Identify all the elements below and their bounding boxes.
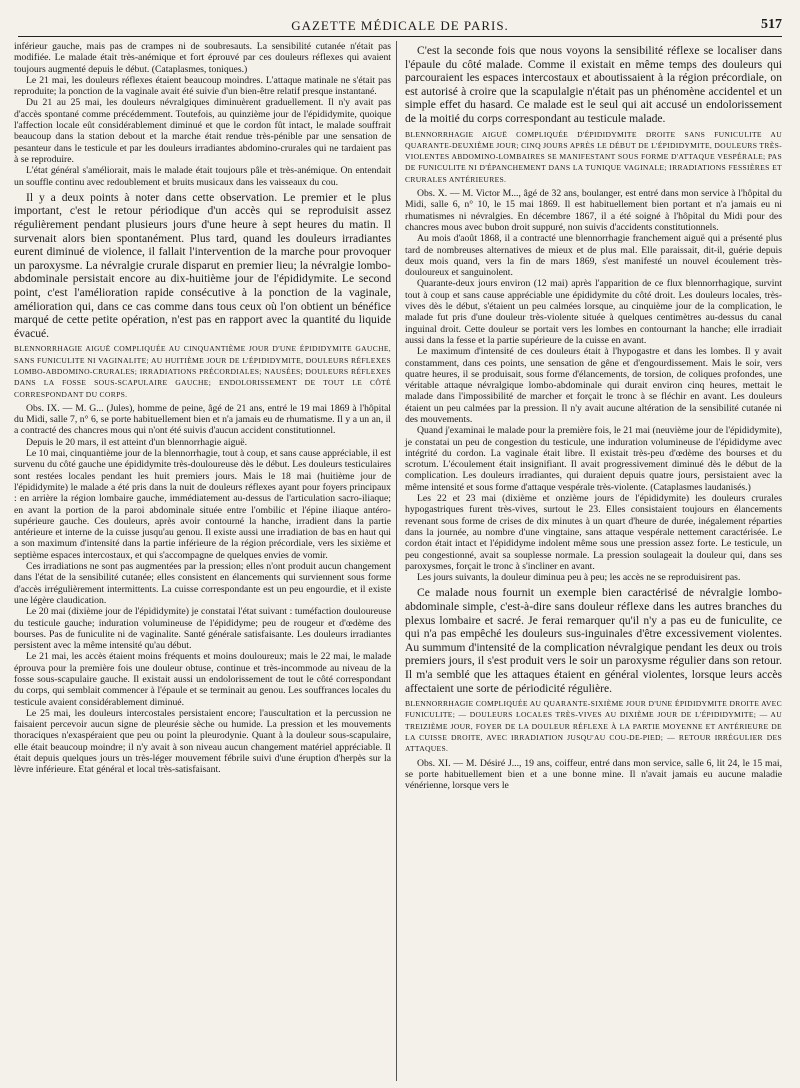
left-column xyxy=(14,41,397,1081)
paragraph: Le 20 mai (dixième jour de l'épididymite) je constatai l'état suivant : tuméfaction douloureuse du testicule gauche; induration volumineuse de l'épididyme; peu de rougeur et d'œdème des bourses. Pas de funiculite ni de vaginalite. Santé générale satisfaisante. Les douleurs irradiantes persistent avec la même intensité qu'au début. xyxy=(14,606,391,652)
paragraph: Depuis le 20 mars, il est atteint d'un blennorrhagie aiguë. xyxy=(26,436,248,448)
paragraph: Le 21 mai, les douleurs réflexes étaient beaucoup moindres. L'attaque matinale ne s'était pas reproduite; la ponction de la vaginale avait été suivie d'un bien-être relatif presque instantané. xyxy=(14,74,391,98)
journal-title: GAZETTE MÉDICALE DE PARIS. xyxy=(291,18,509,33)
observation-paragraph: Obs. XI. — M. Désiré J..., 19 ans, coiffeur, entré dans mon service, salle 6, lit 24, le 15 mai, se porte habituellement bien et a une bonne mine. Il n'avait jamais eu aucune maladie vénérienne, lorsque vers le xyxy=(405,757,782,792)
paragraph: Le 25 mai, les douleurs intercostales persistaient encore; l'auscultation et la percussion ne faisaient percevoir aucun signe de pleurésie sèche ou humide. La pression et les mouvements thoraciques n'exaspéraient que peu ou point la pleurodynie. Quant à la douleur sous-scapulaire, elle était beaucoup moindre; il n'y avait à son niveau aucun changement matériel appréciable. Il était depuis quelques jours un très-léger mouvement fébrile suivi d'une éruption d'herpès sur la lèvre inférieure. Etat général et local très-satisfaisant. xyxy=(14,707,391,776)
commentary-paragraph: Ce malade nous fournit un exemple bien caractérisé de névralgie lombo-abdominale simple, c'est-à-dire sans douleur réflexe dans les autres branches du plexus lombaire et sacré. Je ferai remarquer qu'il n'y a pas eu de funiculite, ce qui n'a pas empêché les douleurs sus-inguinales d'être excessivement violentes. Au summum d'intensité de la complication névralgique pendant les deux ou trois premiers jours, il s'est produit vers le soir un paroxysme régulier dans son retour. Il m'a semblé que les attaques étaient en général violentes, lorsque leurs accès affectaient une sorte de périodicité régulière. xyxy=(405,586,782,695)
text-columns xyxy=(14,41,782,1081)
observation-paragraph: Obs. X. — M. Victor M..., âgé de 32 ans, boulanger, est entré dans mon service à l'hôpital du Midi, salle 6, n° 10, le 15 mai 1869. Il est habituellement bien portant et n'a jamais eu ni rhumatismes ni névralgies. En décembre 1867, il a été soigné à l'hôpital du Midi pour des chancres mous avec bubon droit suppuré, non suivis d'accidents constitutionnels. xyxy=(405,188,782,233)
case-heading: BLENNORRHAGIE AIGUË COMPLIQUÉE D'ÉPIDIDYMITE DROITE SANS FUNICULITE AU QUARANTE-DEUXIÈME JOUR; CINQ JOURS APRÈS LE DÉBUT DE L'ÉPIDIDYMITE, DOULEURS TRÈS-VIOLENTES ABDOMINO-LOMBAIRES SE MANIFESTANT SOUS FORME D'ATTAQUE VESPÉRALE; PAS DE FUNICULITE NI D'ÉPANCHEMENT DANS LA TUNIQUE VAGINALE; IRRADIATIONS FESSIÈRES ET CRURALES ANTÉRIEURES. xyxy=(405,129,782,184)
observation-paragraph: Obs. IX. — M. G... (Jules), homme de peine, âgé de 21 ans, entré le 19 mai 1869 à l'hôpital du Midi, salle 7, n° 6, se porte habituellement bien et n'a jamais eu de rhumatisme. Il y a un an, il a contracté des chancres mous qui n'ont été suivis d'aucun accident constitutionnel. xyxy=(14,402,391,437)
commentary-paragraph: C'est la seconde fois que nous voyons la sensibilité réflexe se localiser dans l'épaule du côté malade. Comme il existait en même temps des douleurs qui parcouraient les espaces intercostaux et aboutissaient à la région précordiale, on est autorisé à croire que la scapulalgie n'était pas un phénomène accidentel et un simple effet du hasard. Ce malade est le seul qui ait accusé un endolorissement de la moitié du corps correspondant au testicule malade. xyxy=(405,44,782,125)
paragraph: Le maximum d'intensité de ces douleurs était à l'hypogastre et dans les lombes. Il y avait constamment, dans ces points, une sensation de gêne et d'engourdissement. Mais le soir, vers quatre heures, il se produisait, sous forme d'élancements, de torsion, de coliques profondes, une véritable attaque névralgique lombo-abdominale qui durait environ cinq heures, mettait le malade dans l'impossibilité de marcher et forçait le tronc à se fléchir en avant. Les douleurs étaient un peu calmées par la pression. Il n'y avait aucune altération de la sensibilité cutanée ni des mouvements. xyxy=(405,346,782,425)
paragraph: inférieur gauche, mais pas de crampes ni de soubresauts. La sensibilité cutanée n'était pas modifiée. Le malade était très-anémique et fort éprouvé par ces douleurs réflexes qui avaient toujours augmenté depuis le début. (Cataplasmes, toniques.) xyxy=(14,41,391,75)
paragraph: Du 21 au 25 mai, les douleurs névralgiques diminuèrent graduellement. Il n'y avait pas d'accès spontané comme précédemment. Toutefois, au quinzième jour de l'épididymite, quoique l'affection locale eût considérablement diminué et que le cordon fût intact, le malade souffrait beaucoup dans la station debout et la marche était rendue très-pénible par une sensation de pesanteur dans le testicule et par les douleurs irradiantes abdomino-crurales qui ne tardaient pas à se reproduire. xyxy=(14,97,391,165)
paragraph: Les jours suivants, la douleur diminua peu à peu; les accès ne se reproduisirent pas. xyxy=(417,572,741,584)
paragraph: Le 10 mai, cinquantième jour de la blennorrhagie, tout à coup, et sans cause appréciable, il est survenu du côté gauche une épididymite très-douloureuse dès le début. Les douleurs testiculaires sont restées locales pendant les huit premiers jours. Mais le 18 mai (huitième jour de l'épididymite) le malade a été pris dans la nuit de douleurs réflexes ayant pour foyers principaux : en arrière la région lombaire gauche, immédiatement au-dessus de l'articulation sacro-iliaque; en avant la portion de la paroi abdominale située entre l'ombilic et l'épine iliaque antéro-supérieure gauche. Ces douleurs, après avoir contourné la hanche, irradient dans la partie antérieure et interne de la cuisse jusqu'au genou. Il existe aussi une irradiation de bas en haut qui a son maximum d'intensité dans la partie inférieure de la région précordiale, vers les sixième et septième espaces intercostaux, et qui s'accompagne de quelques envies de vomir. xyxy=(14,448,391,561)
case-heading: BLENNORRHAGIE AIGUË COMPLIQUÉE AU CINQUANTIÈME JOUR D'UNE ÉPIDIDYMITE GAUCHE, SANS FUNICULITE NI VAGINALITE; AU HUITIÈME JOUR DE L'ÉPIDIDYMITE, DOULEURS RÉFLEXES LOMBO-ABDOMINO-CRURALES; IRRADIATIONS PRÉCORDIALES; NAUSÉES; DOULEURS RÉFLEXES DANS LA FOSSE SOUS-SCAPULAIRE GAUCHE; ENDOLORISSEMENT DE TOUT LE CÔTÉ CORRESPONDANT DU CORPS. xyxy=(14,344,391,399)
page-number: 517 xyxy=(761,17,782,32)
paragraph: Les 22 et 23 mai (dixième et onzième jours de l'épididymite) les douleurs crurales hypogastriques furent très-vives, surtout le 23. Elles consistaient toujours en élancements revenant sous forme de crises de dix minutes à un quart d'heure de durée, inégalement réparties dans la journée, au nombre d'une vingtaine, sans attaque vespérale nettement caractérisée. Le cordon était intact et l'épididyme indolent même sous une pression assez forte. Le testicule, un peu congestionné, avait sa souplesse normale. La pression soulageait la douleur qui, dans ses paroxysmes, forçait le tronc à s'incliner en avant. xyxy=(405,493,782,572)
case-heading: BLENNORRHAGIE COMPLIQUÉE AU QUARANTE-SIXIÈME JOUR D'UNE ÉPIDIDYMITE DROITE AVEC FUNICULITE; — DOULEURS LOCALES TRÈS-VIVES AU DIXIÈME JOUR DE L'ÉPIDIDYMITE; — AU TREIZIÈME JOUR, FOYER DE LA DOULEUR RÉFLEXE À LA PARTIE MOYENNE ET ANTÉRIEURE DE LA CUISSE DROITE, AVEC IRRADIATION JUSQU'AU COU-DE-PIED; — RETOUR IRRÉGULIER DES ATTAQUES. xyxy=(405,699,782,754)
paragraph: Ces irradiations ne sont pas augmentées par la pression; elles n'ont produit aucun changement dans l'état de la sensibilité cutanée; elles consistent en élancements qui surviennent sous forme d'accès irrégulièrement intermittents. La cuisse correspondante est un peu engourdie, et il existe une légère claudication. xyxy=(14,561,391,606)
paragraph: Au mois d'août 1868, il a contracté une blennorrhagie franchement aiguë qui a présenté plus tard de nombreuses alternatives de mieux et de plus mal. Elle paraissait, dit-il, guérie depuis deux mois quand, vers la fin de mars 1869, s'est manifesté un nouvel écoulement très-douloureux et sanguinolent. xyxy=(405,233,782,279)
paragraph: Quarante-deux jours environ (12 mai) après l'apparition de ce flux blennorrhagique, survint tout à coup et sans cause appréciable une épididymite du côté droit. Les douleurs locales, très-vives dès le début, s'étaient un peu calmées lorsque, au cinquième jour de la complication, le malade fut pris d'une douleur très-violente située à quelques centimètres au-dessus du canal inguinal droit. Cette douleur se portait vers les lombes en contournant la hanche; elle irradiait aussi dans la fesse et la partie supérieure de la cuisse en avant. xyxy=(405,278,782,346)
paragraph: Le 21 mai, les accès étaient moins fréquents et moins douloureux; mais le 22 mai, le malade éprouva pour la première fois une douleur obtuse, continue et très-incommode au niveau de la fosse sous-scapulaire gauche. Il existait aussi un endolorissement de tout le côté correspondant du corps, qui semblait commencer à l'épaule et se terminait au genou. Les souffrances locales du testicule avaient considérablement diminué. xyxy=(14,651,391,708)
right-column xyxy=(397,41,782,1081)
paragraph: L'état général s'améliorait, mais le malade était toujours pâle et très-anémique. On entendait un souffle continu avec redoublement et bruits musicaux dans les vaisseaux du cou. xyxy=(14,165,391,188)
commentary-paragraph: Il y a deux points à noter dans cette observation. Le premier et le plus important, c'est le retour périodique d'un accès qui se reproduisit assez régulièrement pendant plusieurs jours d'une heure à sept heures du matin. Il survenait alors bien spontanément. Plus tard, quand les douleurs irradiantes eurent diminué de violence, il fallait l'intervention de la marche pour provoquer un paroxysme. La névralgie crurale disparut en premier lieu; la névralgie lombo-abdominale persistait encore au dix-huitième jour de l'épididymite. Le second point, c'est l'amélioration rapide consécutive à la ponction de la vaginale, amélioration qui, dans ce cas comme dans tous ceux où l'on obtient un bénéfice marqué de cette petite opération, n'est pas en rapport avec la quantité du liquide évacué. xyxy=(14,190,391,340)
paragraph: Quand j'examinai le malade pour la première fois, le 21 mai (neuvième jour de l'épididymite), je constatai un peu de congestion du testicule, une induration volumineuse de l'épididyme avec intégrité du cordon. La vaginale était libre. Il existait très-peu d'œdème des bourses et du scrotum. L'écoulement était insignifiant. Il avait progressivement diminué dès le début de la complication. Les douleurs irradiantes, qui duraient depuis quatre jours, persistaient avec la même intensité et sous forme d'attaque vespérale très-violente. (Cataplasmes laudanisés.) xyxy=(405,425,782,493)
page-header xyxy=(18,14,782,37)
